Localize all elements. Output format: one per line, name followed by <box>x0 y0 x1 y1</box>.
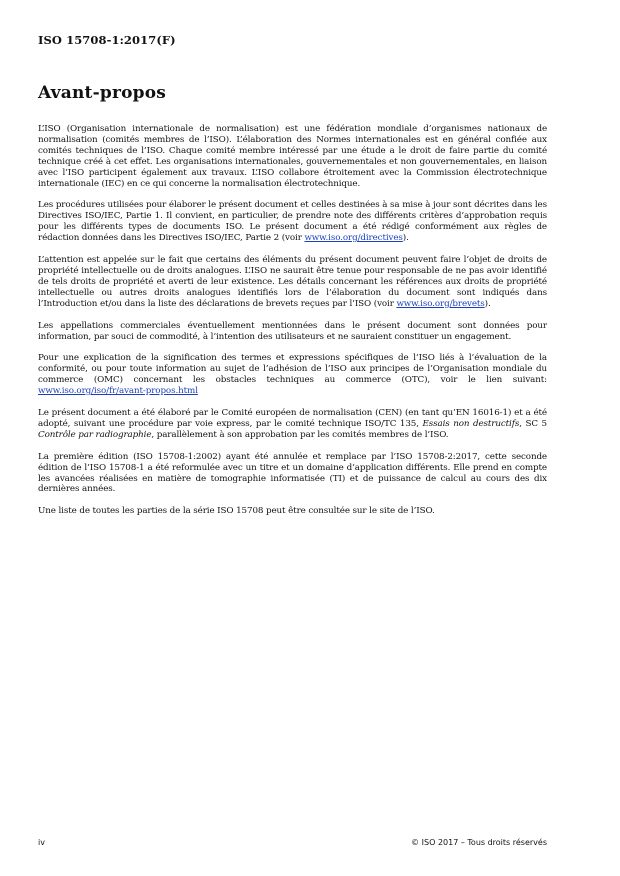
paragraph-patents-end: ). <box>484 298 491 309</box>
paragraph-committee-text-b: , SC 5 <box>519 418 547 429</box>
section-title: Avant-propos <box>38 83 167 103</box>
document-identifier: ISO 15708-1:2017(F) <box>38 33 176 47</box>
paragraph-patents <box>38 255 547 310</box>
paragraph-committee-text-a: Le présent document a été élaboré par le Comité européen de normalisation (CEN) (en tant qu’EN 16016-1) et a été adopté, suivant une procédure par voie express, par le comité technique ISO/TC 135, <box>38 408 547 429</box>
paragraph-procedures-text: Les procédures utilisées pour élaborer le présent document et celles destinées à sa mise à jour sont décrites dans les Directives ISO/IEC, Partie 1. Il convient, en particulier, de prendre note des différents critères d’approbation requis pour les différents types de documents ISO. Le présent document a été rédigé conformément aux règles de rédaction données dans les Directives ISO/IEC, Partie 2 (voir <box>38 200 547 244</box>
foreword-body <box>38 124 547 528</box>
directives-link[interactable]: www.iso.org/directives <box>304 233 403 244</box>
patents-link[interactable]: www.iso.org/brevets <box>396 298 485 309</box>
committee-name-italic: Essais non destructifs <box>422 418 520 429</box>
paragraph-iso-overview: L’ISO (Organisation internationale de normalisation) est une fédération mondiale d’organismes nationaux de normalisation (comités membres de l’ISO). L’élaboration des Normes internationales est en général confiée aux comités techniques de l’ISO. Chaque comité membre intéressé par une étude a le droit de faire partie du comité technique créé à cet effet. Les organisations internationales, gouvernementales et non gouvernementales, en liaison avec l’ISO participent également aux travaux. L’ISO collabore étroitement avec la Commission électrotechnique internationale (IEC) en ce qui concerne la normalisation électrotechnique. <box>38 124 547 189</box>
paragraph-conformity-text: Pour une explication de la signification des termes et expressions spécifiques de l’ISO liés à l’évaluation de la conformité, ou pour toute information au sujet de l’adhésion de l’ISO aux principes de l’Organisation mondiale du commerce (OMC) concernant les obstacles techniques au commerce (OTC), voir le lien suivant: <box>38 353 547 386</box>
paragraph-trade-names: Les appellations commerciales éventuellement mentionnées dans le présent document sont données pour information, par souci de commodité, à l’intention des utilisateurs et ne sauraient constituer un engagement. <box>38 320 547 342</box>
paragraph-committee-text-c: , parallèlement à son approbation par les comités membres de l’ISO. <box>151 429 449 440</box>
paragraph-patents-text: L’attention est appelée sur le fait que certains des éléments du présent document peuvent faire l’objet de droits de propriété intellectuelle ou de droits analogues. L’ISO ne saurait être tenue pour responsable de ne pas avoir identifié de tels droits de propriété et averti de leur existence. Les détails concernant les références aux droits de propriété intellectuelle ou autres droits analogues identifiés lors de l’élaboration du document sont indiqués dans l’Introduction et/ou dans la liste des déclarations de brevets reçues par l’ISO (voir <box>38 255 547 309</box>
paragraph-procedures-end: ). <box>402 233 409 244</box>
paragraph-parts-list: Une liste de toutes les parties de la série ISO 15708 peut être consultée sur le site de l’ISO. <box>38 506 435 517</box>
paragraph-procedures <box>38 200 547 244</box>
foreword-link[interactable]: www.iso.org/iso/fr/avant-propos.html <box>38 386 198 397</box>
paragraph-edition: La première édition (ISO 15708-1:2002) ayant été annulée et remplace par l’ISO 15708-2:2017, cette seconde édition de l’ISO 15708-1 a été reformulée avec un titre et un domaine d’application différents. Elle prend en compte les avancées réalisées en matière de tomographie informatisée (TI) et de puissance de calcul au cours des dix dernières années. <box>38 451 547 495</box>
paragraph-committee <box>38 408 547 441</box>
copyright-notice: © ISO 2017 – Tous droits réservés <box>411 838 547 847</box>
subcommittee-name-italic: Contrôle par radiographie <box>38 429 152 440</box>
page-number: iv <box>38 838 45 847</box>
paragraph-conformity <box>38 353 547 397</box>
